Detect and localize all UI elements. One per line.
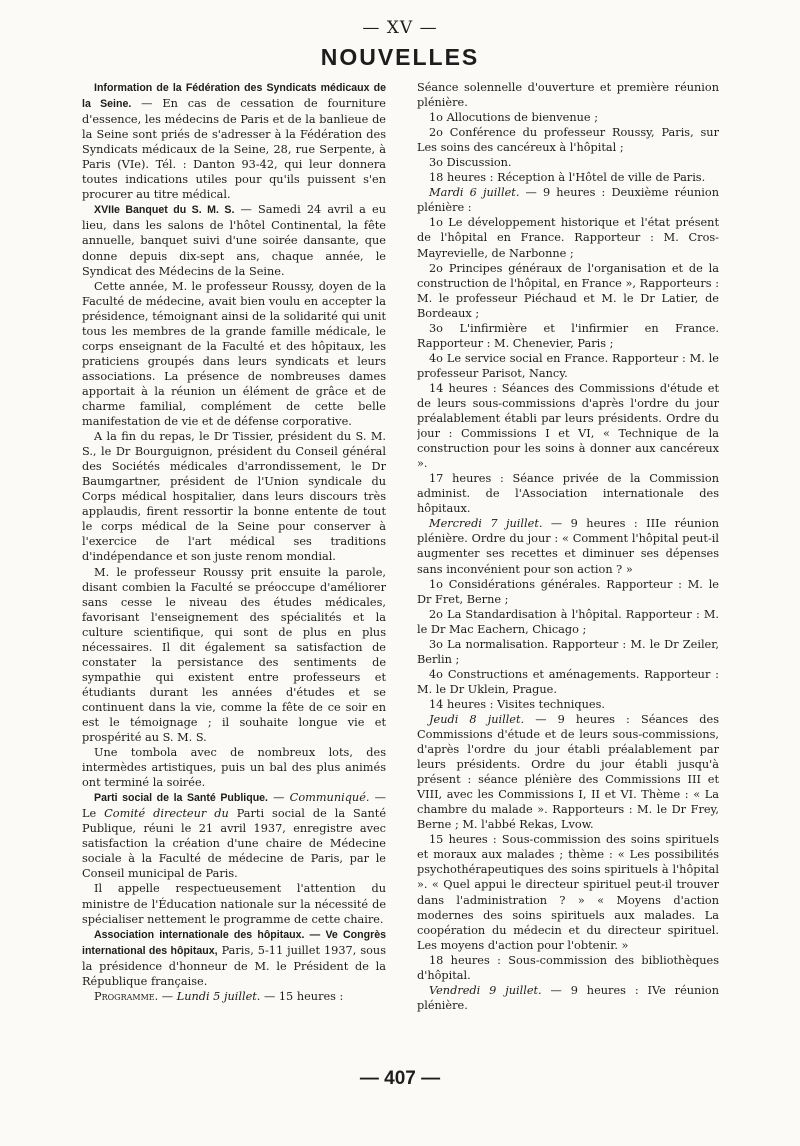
paragraph <box>82 202 386 278</box>
italic-date: Mardi 6 juillet. <box>429 186 520 200</box>
paragraph <box>417 983 719 1013</box>
italic-date: Vendredi 9 juillet. <box>429 983 542 997</box>
program-item: 2o Principes généraux de l'organisation et de la construction de l'hôpital, en France », Rapporteurs : M. le professeur Piéchaud et M. le Dr Latier, de Bordeaux ; <box>417 261 719 320</box>
paragraph-text: — 9 heures : Séances des Commissions d'étude et de leurs sous-commissions, d'après l'ordre du jour établi préalablement par leurs présidents. Ordre du jour établi jusqu'à présent : séance plénière des Commissions III et VIII, avec les Commissions I, II et VI. Thème : « La chambre du malade ». Rapporteurs : M. le Dr Frey, Berne ; M. l'abbé Rekas, Lvow. <box>417 712 719 832</box>
paragraph <box>82 989 386 1004</box>
italic-text: Communiqué. <box>289 791 370 805</box>
paragraph: Une tombola avec de nombreux lots, des intermèdes artistiques, puis un bal des plus animés ont terminé la soirée. <box>82 746 386 790</box>
program-item: 17 heures : Séance privée de la Commission administ. de l'Association internationale des hôpitaux. <box>417 472 719 516</box>
paragraph <box>82 927 386 989</box>
paragraph-text: — 9 heures : IVe réunion plénière. <box>417 983 719 1012</box>
paragraph-text: — En cas de cessation de fourniture d'essence, les médecins de Paris et de la banlieue de la Seine sont priés de s'adresser à la Fédération des Syndicats médicaux de la Seine, 28, rue Serpente, à Paris (VIe). Tél. : Danton 93-42, qui leur donnera toutes indications utiles pour qu'ils puissent s'en procurer au titre médical. <box>82 97 386 202</box>
section-heading: Parti social de la Santé Publique. <box>94 792 268 805</box>
program-item: 2o Conférence du professeur Roussy, Paris, sur Les soins des cancéreux à l'hôpital ; <box>417 126 719 155</box>
italic-date: Jeudi 8 juillet. <box>429 712 525 726</box>
dash: — <box>268 791 290 805</box>
paragraph: Cette année, M. le professeur Roussy, doyen de la Faculté de médecine, avait bien voulu en accepter la présidence, témoignant ainsi de la solidarité qui unit tous les membres de la grande famille médicale, le corps enseignant de la Faculté et des hôpitaux, les praticiens groupés dans leurs syndicats et leurs associations. La présence de nombreuses dames apportait à la réunion un élément de grâce et de charme familial, complément de cette belle manifestation de vie et de défense corporative. <box>82 279 386 429</box>
section-heading: Information de la Fédération des Syndicats médicaux de la Seine. <box>82 82 386 111</box>
program-item: 4o Constructions et aménagements. Rapporteur : M. le Dr Uklein, Prague. <box>417 667 719 696</box>
page-title: NOUVELLES <box>320 44 480 70</box>
dash: — <box>158 989 177 1003</box>
paragraph: Il appelle respectueusement l'attention du ministre de l'Éducation nationale sur la nécessité de spécialiser nettement le programme de cette chaire. <box>82 882 386 926</box>
paragraph <box>82 80 386 202</box>
program-item: 14 heures : Séances des Commissions d'étude et de leurs sous-commissions d'après l'ordre du jour préalablement établi par leurs présidents. Ordre du jour : Commissions I et VI, « Technique de la construction pour les soins à donner aux cancéreux ». <box>417 381 719 471</box>
section-heading: XVIIe Banquet du S. M. S. <box>94 204 235 217</box>
paragraph <box>417 185 719 215</box>
paragraph-text: — 9 heures : IIIe réunion plénière. Ordre du jour : « Comment l'hôpital peut-il augmenter ses recettes et diminuer ses dépenses sans inconvénient pour son action ? » <box>417 517 719 576</box>
program-item: 18 heures : Sous-commission des bibliothèques d'hôpital. <box>417 953 719 982</box>
program-item: 3o L'infirmière et l'infirmier en France. Rapporteur : M. Chenevier, Paris ; <box>417 321 719 350</box>
italic-date: Lundi 5 juillet. <box>176 989 261 1003</box>
paragraph: M. le professeur Roussy prit ensuite la parole, disant combien la Faculté se préoccupe d'améliorer sans cesse le niveau des études médicales, favorisant l'enseignement des spécialités et la culture scientifique, qui sont de plus en plus nécessaires. Il dit également sa satisfaction de constater la persistance des sentiments de sympathie qui existent entre professeurs et étudiants durant les années d'études et se continuent dans la vie, comme la fête de ce soir en est le témoignage ; il souhaite longue vie et prospérité au S. M. S. <box>82 565 386 745</box>
paragraph: A la fin du repas, le Dr Tissier, président du S. M. S., le Dr Bourguignon, président du Conseil général des Sociétés médicales d'arrondissement, le Dr Baumgartner, président de l'Union syndicale du Corps médical hospitalier, dans leurs discours très applaudis, firent ressortir la bonne entente de tout le corps médical de la Seine pour conserver à l'exercice de l'art médical ses traditions d'indépendance et son juste renom mondial. <box>82 430 386 564</box>
paragraph-text: Parti social de la Santé Publique, réuni le 21 avril 1937, enregistre avec satisfaction la création d'une chaire de Médecine sociale à la Faculté de médecine de Paris, par le Conseil municipal de Paris. <box>82 807 386 881</box>
program-item: 15 heures : Sous-commission des soins spirituels et moraux aux malades ; thème : « Les possibilités psychothérapeutiques des soins spirituels à l'hôpital ». « Quel appui le directeur spirituel peut-il trouver dans l'administration ? » « Moyens d'action modernes des soins spirituels aux malades. La coopération du médecin et du directeur spirituel. Les moyens d'action pour l'obtenir. » <box>417 833 719 952</box>
italic-text: Comité directeur du <box>104 807 229 821</box>
program-item: 18 heures : Réception à l'Hôtel de ville de Paris. <box>429 171 706 185</box>
page-number: — 407 — <box>359 1068 441 1089</box>
program-item: 2o La Standardisation à l'hôpital. Rapporteur : M. le Dr Mac Eachern, Chicago ; <box>417 607 719 636</box>
paragraph-text: — Samedi 24 avril a eu lieu, dans les salons de l'hôtel Continental, la fête annuelle, banquet suivi d'une soirée dansante, que donne depuis dix-sept ans, chaque année, le Syndicat des Médecins de la Seine. <box>82 203 386 278</box>
roman-page-header: — XV — <box>362 18 438 38</box>
small-caps-heading: Programme. <box>94 989 159 1003</box>
program-item: 4o Le service social en France. Rapporteur : M. le professeur Parisot, Nancy. <box>417 351 719 380</box>
program-item: 1o Le développement historique et l'état présent de l'hôpital en France. Rapporteur : M. Cros-Mayrevielle, de Narbonne ; <box>417 216 719 260</box>
paragraph: Séance solennelle d'ouverture et première réunion plénière. <box>417 81 719 110</box>
program-item: 3o La normalisation. Rapporteur : M. le Dr Zeiler, Berlin ; <box>417 637 719 666</box>
paragraph-text: Paris, 5-11 juillet 1937, sous la présidence d'honneur de M. le Président de la République française. <box>82 943 386 988</box>
section-heading: Association internationale des hôpitaux. — Ve Congrès international des hôpitaux, <box>82 928 386 957</box>
right-column <box>417 80 719 1065</box>
paragraph-text: — 9 heures : Deuxième réunion plénière : <box>417 186 719 215</box>
program-item: 3o Discussion. <box>429 156 512 170</box>
paragraph <box>417 712 719 832</box>
italic-date: Mercredi 7 juillet. <box>429 517 543 531</box>
program-item: 14 heures : Visites techniques. <box>429 697 605 711</box>
program-item: 1o Allocutions de bienvenue ; <box>429 111 599 125</box>
program-item: 1o Considérations générales. Rapporteur : M. le Dr Fret, Berne ; <box>417 577 719 606</box>
paragraph <box>417 516 719 576</box>
left-column <box>82 80 386 1065</box>
paragraph-text: — Le <box>82 791 386 821</box>
paragraph-text: — 15 heures : <box>260 989 344 1003</box>
paragraph <box>82 790 386 881</box>
